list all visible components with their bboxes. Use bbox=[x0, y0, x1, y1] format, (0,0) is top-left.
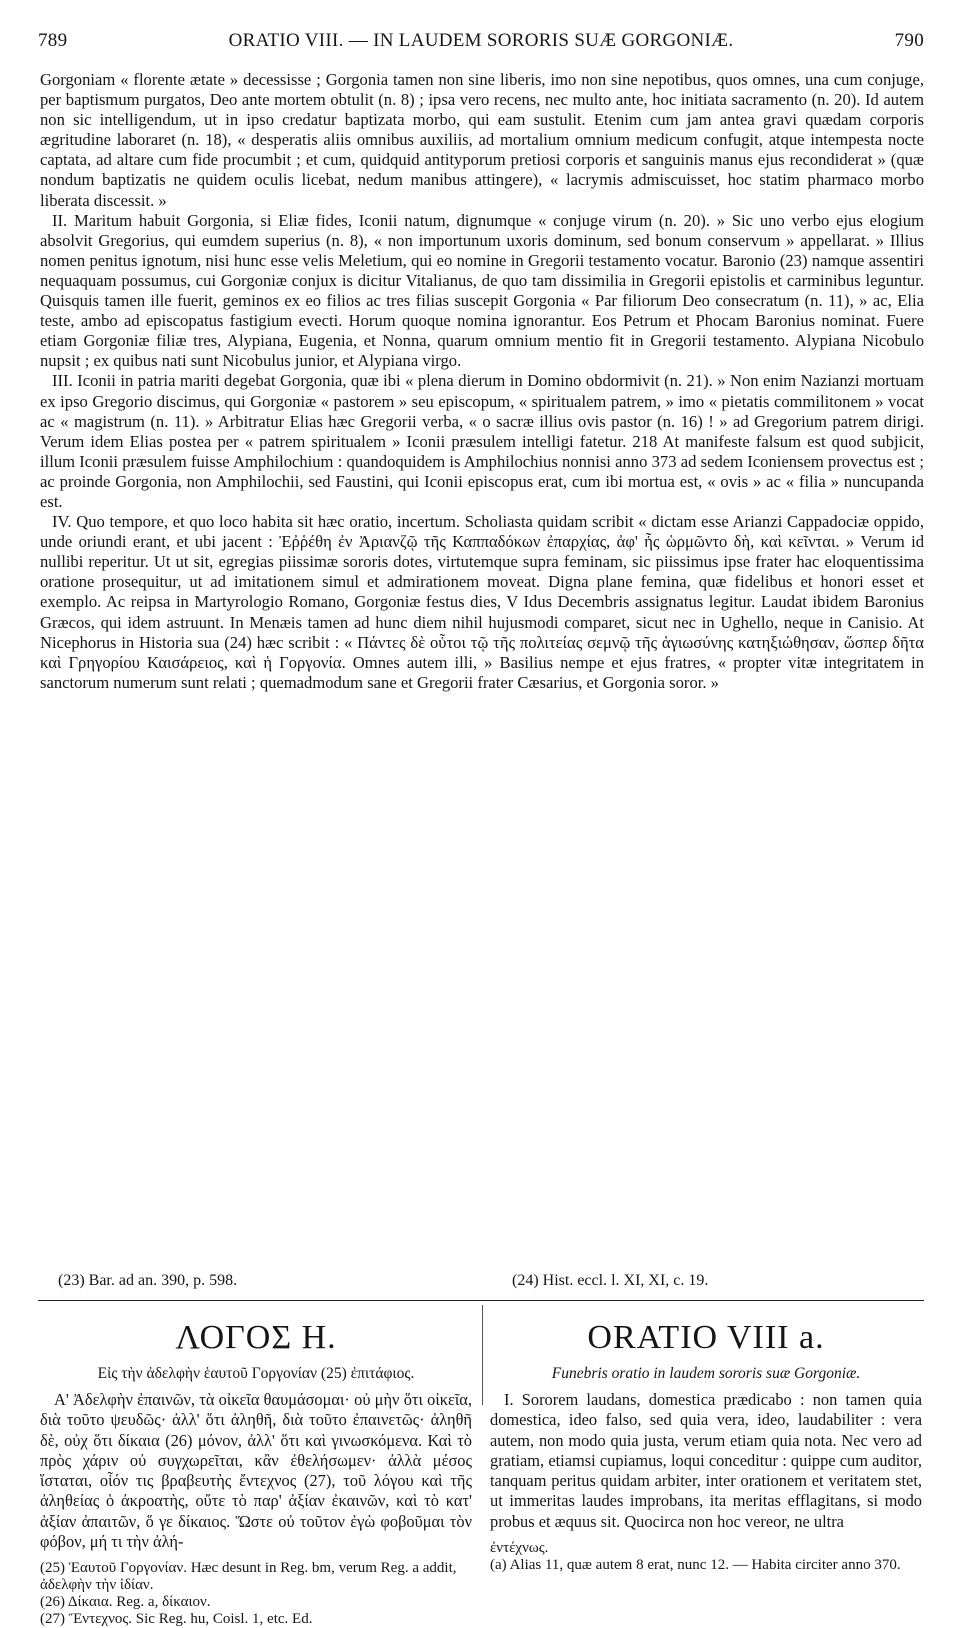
latin-column bbox=[490, 1318, 922, 1574]
introduction-text bbox=[40, 70, 924, 693]
footnote-24: (24) Hist. eccl. l. XI, XI, c. 19. bbox=[512, 1272, 709, 1289]
footnote-27: (27) Ἔντεχνος. Sic Reg. hu, Coisl. 1, etc. Ed. bbox=[40, 1611, 313, 1628]
intro-section-4: IV. Quo tempore, et quo loco habita sit hæc oratio, incertum. Scholiasta quidam scribit « dictam esse Arianzi Cappadociæ oppido, unde oriundi erant, et ubi jacent : Ἐῤῥέθη ἐν Ἀριανζῷ τῆς Καππαδόκων ἐπαρχίας, ἀφ' ἧς ὡρμῶντο δὴ, καὶ κεῖνται. » Verum id nullibi reperitur. Ut ut sit, egregias piissimæ sororis dotes, virtutemque supra feminam, sic piissimus ipse frater hac eloquentissima oratione prosequitur, ut ad imitationem simul et admirationem moveat. Digna plane femina, quæ fidelibus et honori esset et exemplo. Ac reipsa in Martyrologio Romano, Gorgoniæ festus dies, V Idus Decembris assignatus legitur. Laudat ibidem Baronius Græcos, qui idem astruunt. In Menæis tamen ad hunc diem nihil hujusmodi comparet, sicut nec in Ughello, neque in Canisio. At Nicephorus in Historia sua (24) hæc scribit : « Πάντες δὲ οὗτοι τῷ τῆς πολιτείας σεμνῷ τῆς ἁγιωσύνης κατηξιώθησαν, ὥσπερ δῆτα καὶ Γρηγορίου Καισάρειος, καὶ ἡ Γοργονία. Omnes autem illi, » Basilius nempe et ejus fratres, « propter vitæ integritatem in sanctorum numerum sunt relati ; quemadmodum sane et Gregorii frater Cæsarius, et Gorgonia soror. » bbox=[40, 512, 924, 692]
footnote-25: (25) Ἑαυτοῦ Γοργονίαν. Hæc desunt in Reg. bm, verum Reg. a addit, ἀδελφὴν τὴν ἰδίαν. bbox=[40, 1560, 457, 1594]
section-divider bbox=[38, 1300, 924, 1301]
greek-body: Α' Ἀδελφὴν ἐπαινῶν, τὰ οἰκεῖα θαυμάσομαι· οὐ μὴν ὅτι οἰκεῖα, διὰ τοῦτο ψευδῶς· ἀλλ' ὅτι ἀληθῆ, διὰ τοῦτο ἐπαινετῶς· ἀληθῆ δὲ, οὐχ ὅτι δίκαια (26) μόνον, ἀλλ' ὅτι καὶ γινωσκόμενα. Καὶ τὸ πρὸς χάριν οὐ συγχωρεῖται, κἂν ἐθελήσωμεν· ἀλλὰ μέσος ἵσταται, οἷόν τις βραβευτὴς ἔντεχνος (27), τοῦ λόγου καὶ τῆς ἀληθείας ὁ ἀκροατὴς, οὔτε τὸ παρ' ἀξίαν ἐκαινῶν, καὶ τὸ κατ' ἀξίαν ἀπαιτῶν, ὅ γε δίκαιος. Ὥστε οὐ τοῦτον ἐγὼ φοβοῦμαι τὸν φόβον, μή τι τὴν ἀλή- bbox=[40, 1390, 472, 1552]
greek-column bbox=[40, 1318, 472, 1628]
latin-subtitle: Funebris oratio in laudem sororis suæ Gorgoniæ. bbox=[551, 1365, 861, 1382]
intro-paragraph-1: Gorgoniam « florente ætate » decessisse ; Gorgonia tamen non sine liberis, imo non sine nepotibus, quos omnes, una cum conjuge, per baptismum purgatos, Deo ante mortem obtulit (n. 8) ; ipsa vero recens, nec multo ante, hoc initiata sacramento (n. 20). Id autem non sic intelligendum, ut in ipso credatur baptizata morbo, qui eam sustulit. Etenim cum jam antea gravi quædam corporis ægritudine laboraret (n. 18), « desperatis aliis omnibus auxiliis, ad mortalium omnium medicum confugit, atque intempesta nocte captata, ad altare cum fide procumbit ; et cum, quidquid antityporum pretiosi corporis et sanguinis manus ejus recondiderat » (quæ nondum baptizatis ne quidem oculis licebat, nedum manibus attingere), « lacrymis admiscuisset, hoc statim pharmaco morbo liberata discessit. » bbox=[40, 70, 924, 210]
latin-body: I. Sororem laudans, domestica prædicabo : non tamen quia domestica, ideo falso, sed quia vera, ideo, laudabiliter : vera autem, non modo quia justa, verum etiam quia nota. Nec vero ad gratiam, etiamsi cupiamus, loqui conceditur : quippe cum auditor, tanquam peritus quidam arbiter, inter orationem et veritatem stet, ut immeritas laudes improbans, ita meritas efflagitans, si modo probus et æquus sit. Quocirca non hoc vereor, ne ultra bbox=[490, 1390, 922, 1531]
greek-subtitle: Εἰς τὴν ἀδελφὴν ἑαυτοῦ Γοργονίαν (25) ἐπιτάφιος. bbox=[97, 1365, 415, 1382]
footnote-26: (26) Δίκαια. Reg. a, δίκαιον. bbox=[40, 1594, 211, 1611]
page-number-right: 790 bbox=[894, 30, 924, 51]
footnote-a: (a) Alias 11, quæ autem 8 erat, nunc 12. — Habita circiter anno 370. bbox=[490, 1557, 901, 1574]
intro-section-3: III. Iconii in patria mariti degebat Gorgonia, quæ ibi « plena dierum in Domino obdormivit (n. 21). » Non enim Nazianzi mortuam ex ipso Gregorio discimus, qui Gorgoniæ « pastorem » seu episcopum, « spiritualem patrem, » imo « pietatis commilitonem » vocat ac « magistrum (n. 11). » Arbitratur Elias hæc Gregorii verba, « o sacræ illius ovis pastor (n. 16) ! » ad Gregorium patrem dirigi. Verum idem Elias postea per « patrem spiritualem » Iconii præsulem intelligi fatetur. 218 At manifeste falsum est quod subjicit, illum Iconii præsulem fuisse Amphilochium : quandoquidem is Amphilochius nonnisi anno 373 ad sedem Iconiensem provectus est ; ac proinde Gorgonia, non Amphilochii, sed Faustini, qui Iconii episcopus erat, cum ibi mortua est, « ovis » ac « filia » nuncupanda est. bbox=[40, 371, 924, 511]
greek-footnotes bbox=[40, 1560, 472, 1628]
greek-continuation: ἐντέχνως. bbox=[490, 1540, 549, 1557]
footnote-23: (23) Bar. ad an. 390, p. 598. bbox=[58, 1272, 238, 1289]
running-title: ORATIO VIII. — IN LAUDEM SORORIS SUÆ GORGONIÆ. bbox=[228, 30, 734, 51]
page-number-left: 789 bbox=[38, 30, 68, 51]
column-divider bbox=[482, 1305, 483, 1405]
running-header bbox=[38, 30, 924, 60]
greek-title: ΛΟΓΟΣ Η. bbox=[175, 1319, 337, 1356]
latin-footnotes bbox=[490, 1540, 922, 1574]
latin-title: ORATIO VIII a. bbox=[587, 1319, 825, 1356]
intro-section-2: II. Maritum habuit Gorgonia, si Eliæ fides, Iconii natum, dignumque « conjuge virum (n. 20). » Sic uno verbo ejus elogium absolvit Gregorius, qui eumdem superius (n. 8), « non importunum uxoris dominum, sed bonum conservum » appellarat. » Illius nomen penitus ignotum, nisi hunc esse velis Meletium, qui eo nomine in Gregorii testamento vocatur. Baronio (23) namque assentiri nequaquam possumus, cui Gorgoniæ conjux is dicitur Vitalianus, de quo tam dissimilia in Gregorii epistolis et carminibus leguntur. Quisquis tamen ille fuerit, geminos ex eo filios ac tres filias suscepit Gorgonia « Par filiorum Deo consecratum (n. 11), » ac, Elia teste, ambo ad episcopatus fastigium evecti. Horum quoque nomina ignorantur. Eos Petrum et Phocam Baronius nominat. Fuere etiam Gorgoniæ filiæ tres, Alypiana, Eugenia, et Nonna, quarum omnium mentio fit in Gregorii testamento. Alypiana Nicobulo nupsit ; ex quibus nati sunt Nicobulus junior, et Alypiana virgo. bbox=[40, 210, 924, 371]
